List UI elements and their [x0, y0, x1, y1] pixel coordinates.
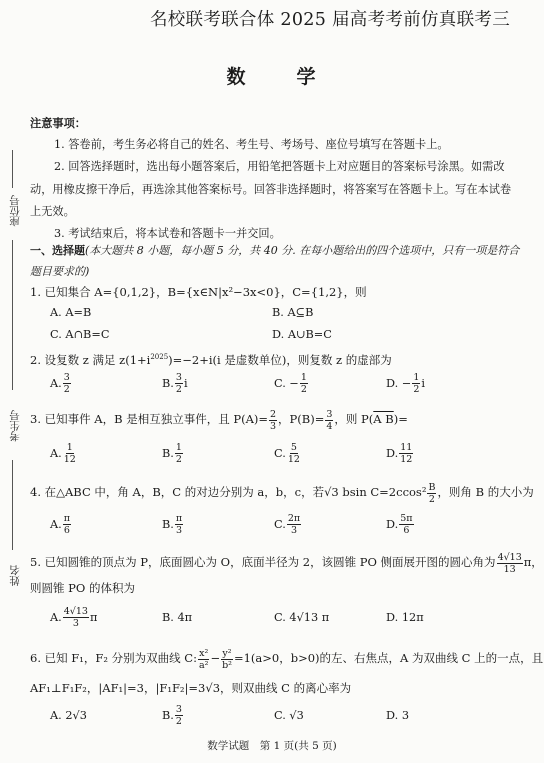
numerator: 5: [290, 442, 297, 453]
option-d: [386, 372, 498, 395]
stem-text: 4. 在△ABC 中，角 A，B，C 的对边分别为 a，b，c，若√3 bsin C=2ccos²: [30, 485, 427, 499]
side-divider: [12, 240, 13, 390]
denominator: 6: [403, 525, 410, 536]
stem-text: ，则 P(: [334, 412, 374, 426]
option-c: [274, 442, 386, 465]
option-a: [50, 513, 162, 536]
question-6-options: [50, 704, 520, 727]
numerator: x²: [199, 647, 209, 659]
question-4-options: [50, 513, 520, 536]
fraction: [175, 372, 183, 395]
numerator: 5π: [400, 513, 413, 524]
denominator: 2: [428, 493, 435, 505]
stem-text: )=: [393, 412, 408, 426]
fraction: [287, 513, 301, 536]
option-c: C. √3: [274, 708, 304, 722]
numerator: π: [175, 513, 183, 524]
option-letter: B.: [162, 517, 174, 531]
option-d: [386, 513, 498, 536]
option-letter: A.: [50, 446, 62, 460]
option-d: D. 3: [386, 708, 410, 722]
denominator: 13: [503, 563, 516, 575]
side-label-name: 姓名: [9, 565, 21, 586]
denominator: 4: [326, 420, 333, 432]
stem-text: ，P(B)=: [278, 412, 325, 426]
option-b: B. 4π: [162, 610, 193, 624]
question-5-options: [50, 606, 520, 629]
stem-text: ，则角 B 的大小为: [437, 485, 534, 499]
option-a: A. A=B: [50, 306, 92, 319]
question-5-stem-line2: 则圆锥 PO 的体积为: [30, 581, 135, 595]
fraction: [497, 552, 523, 575]
numerator: 2π: [287, 513, 301, 524]
option-c: [274, 372, 386, 395]
numerator: 1: [175, 442, 182, 453]
question-2-stem: [30, 347, 525, 370]
notes-item: 2. 回答选择题时，选出每小题答案后，用铅笔把答题卡上对应题目的答案标号涂黑。如需改动，用橡皮擦干净后，再选涂其他答案标号。回答非选择题时，将答案写在答题卡上。写在本试卷上无效。: [30, 160, 512, 218]
question-1-options: [50, 302, 520, 346]
denominator: 12: [63, 454, 76, 465]
denominator: 2: [175, 454, 182, 465]
denominator: 12: [287, 454, 300, 465]
operator: −: [210, 651, 221, 665]
fraction: [427, 482, 436, 505]
question-1-stem: 1. 已知集合 A={0,1,2}，B={x∈N|x²−3x<0}，C={1,2}，则: [30, 285, 367, 299]
denominator: 3: [270, 420, 277, 432]
fraction: [175, 442, 183, 465]
option-letter: A.: [50, 376, 62, 390]
stem-text: 3. 已知事件 A，B 是相互独立事件，且 P(A)=: [30, 412, 268, 426]
numerator: 3: [63, 372, 70, 383]
numerator: 3: [175, 372, 182, 383]
option-letter: A.: [50, 610, 62, 624]
option-letter: B.: [162, 708, 174, 722]
notes-heading: 注意事项：: [30, 116, 86, 130]
numerator: 1: [413, 372, 420, 383]
question-5-stem: [30, 548, 543, 576]
section-header: [30, 240, 525, 282]
denominator: 2: [175, 716, 182, 727]
suffix: π: [89, 610, 98, 624]
suffix: i: [421, 376, 425, 390]
page-footer: 数学试题 第 1 页(共 5 页): [207, 740, 337, 752]
side-label-seat: 座位号: [9, 195, 21, 227]
option-d: [386, 442, 498, 465]
denominator: 2: [63, 384, 70, 395]
numerator: π: [63, 513, 70, 524]
option-a: [50, 372, 162, 395]
option-b: [162, 372, 274, 395]
numerator: 3: [326, 408, 333, 420]
stem-text: =1(a>0，b>0)的左、右焦点，A 为双曲线 C 上的一点，且: [233, 651, 544, 665]
fraction: [412, 372, 420, 395]
numerator: 4√13: [497, 551, 522, 563]
fraction: [175, 513, 183, 536]
fraction: [399, 513, 413, 536]
option-letter: C.: [274, 446, 286, 460]
section-description: (本大题共 8 小题，每小题 5 分，共 40 分. 在每小题给出的四个选项中，只有一项是符合题目要求的): [30, 244, 520, 278]
fraction: [287, 442, 301, 465]
denominator: 2: [413, 384, 420, 395]
question-3-stem: [30, 405, 525, 433]
fraction: [63, 606, 89, 629]
notes-item: 1. 答卷前，考生务必将自己的姓名、考生号、考场号、座位号填写在答题卡上。: [54, 138, 449, 152]
numerator: B: [428, 481, 436, 493]
option-letter: C.: [274, 517, 286, 531]
exam-title: 名校联考联合体 2025 届高考考前仿真联考三: [149, 10, 510, 30]
denominator: 2: [175, 384, 182, 395]
option-a: A. 2√3: [50, 708, 87, 722]
side-divider: [12, 150, 13, 188]
stem-text: )=−2+i(i 是虚数单位)，则复数 z 的虚部为: [168, 352, 392, 367]
option-letter: B.: [162, 446, 174, 460]
option-d: D. 12π: [386, 610, 424, 624]
numerator: y²: [222, 647, 232, 659]
complement-events: A B: [373, 412, 394, 426]
option-letter: D.: [386, 446, 399, 460]
option-b: [162, 513, 274, 536]
fraction: [63, 513, 71, 536]
option-d: D. A∪B=C: [272, 328, 332, 341]
numerator: 11: [400, 442, 413, 453]
denominator: 6: [63, 525, 70, 536]
option-c: C. 4√13 π: [274, 610, 330, 624]
option-b: [162, 704, 274, 727]
stem-text: 2. 设复数 z 满足 z(1+i: [30, 352, 151, 367]
notes-item: 3. 考试结束后，将本试卷和答题卡一并交回。: [54, 227, 281, 241]
denominator: 2: [300, 384, 307, 395]
fraction: [399, 442, 413, 465]
fraction: [198, 648, 209, 671]
denominator: a²: [198, 659, 209, 671]
fraction: [63, 372, 71, 395]
stem-text: π，: [523, 555, 543, 569]
option-b: B. A⊆B: [272, 306, 314, 319]
numerator: 1: [66, 442, 73, 453]
fraction: [63, 442, 77, 465]
option-letter: B.: [162, 376, 174, 390]
option-a: [50, 442, 162, 465]
question-4-stem: [30, 478, 534, 506]
option-a: [50, 606, 162, 629]
fraction: [269, 409, 277, 432]
fraction: [325, 409, 333, 432]
exponent: 2025: [150, 353, 169, 361]
numerator: 2: [270, 408, 277, 420]
option-c: C. A∩B=C: [50, 328, 110, 341]
option-letter: C. −: [274, 376, 299, 390]
denominator: 3: [72, 618, 79, 629]
stem-text: 5. 已知圆锥的顶点为 P，底面圆心为 O，底面半径为 2，该圆锥 PO 侧面展开图的圆心角为: [30, 555, 496, 569]
numerator: 4√13: [63, 606, 88, 617]
option-b: [162, 442, 274, 465]
section-title: 一、选择题: [30, 244, 85, 257]
side-divider: [12, 460, 13, 550]
fraction: [221, 648, 233, 671]
option-letter: D. −: [386, 376, 412, 390]
question-6-stem: [30, 644, 544, 672]
fraction: [300, 372, 308, 395]
denominator: 12: [400, 454, 413, 465]
side-label-exam-no: 考生号: [9, 410, 21, 442]
question-2-options: [50, 372, 520, 395]
option-c: [274, 513, 386, 536]
fraction: [175, 704, 183, 727]
stem-text: 6. 已知 F₁，F₂ 分别为双曲线 C:: [30, 651, 197, 665]
numerator: 1: [300, 372, 307, 383]
exam-notes: [30, 112, 522, 245]
question-6-stem-line2: AF₁⊥F₁F₂，|AF₁|=3，|F₁F₂|=3√3，则双曲线 C 的离心率为: [30, 681, 352, 695]
denominator: 3: [290, 525, 298, 536]
numerator: 3: [175, 704, 182, 715]
question-3-options: [50, 442, 520, 465]
option-letter: D.: [386, 517, 399, 531]
subject-title: 数 学: [226, 66, 332, 88]
suffix: i: [183, 376, 188, 390]
option-letter: A.: [50, 517, 62, 531]
denominator: 3: [176, 525, 183, 536]
denominator: b²: [222, 659, 232, 671]
